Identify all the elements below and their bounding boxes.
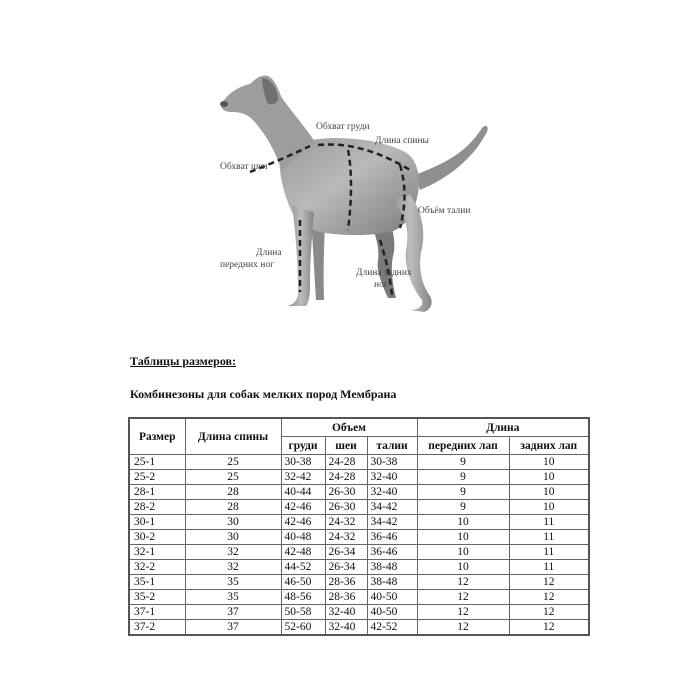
- table-row: [129, 605, 589, 620]
- front-legs-length-label-line1: Длина: [256, 248, 282, 258]
- table-title: Комбинезоны для собак мелких пород Мембрана: [130, 387, 397, 401]
- cell-size: 32-1: [129, 545, 185, 560]
- back-length-label: Длина спины: [375, 136, 429, 146]
- waist-girth-label: Объём талии: [418, 206, 471, 216]
- cell-back-length: 25: [185, 470, 281, 485]
- cell-back-length: 37: [185, 620, 281, 636]
- cell-chest: 30-38: [281, 455, 325, 470]
- dog-silhouette: [210, 60, 510, 330]
- front-legs-length-label-line2: передних ног: [220, 260, 274, 270]
- cell-back-length: 37: [185, 605, 281, 620]
- cell-chest: 50-58: [281, 605, 325, 620]
- size-table: [128, 417, 590, 636]
- cell-hind-legs: 12: [509, 620, 589, 636]
- cell-front-legs: 10: [417, 530, 509, 545]
- header-waist: талии: [367, 437, 417, 455]
- cell-waist: 34-42: [367, 515, 417, 530]
- chest-girth-label: Обхват груди: [316, 122, 370, 132]
- cell-back-length: 32: [185, 560, 281, 575]
- header-neck: шеи: [325, 437, 367, 455]
- cell-back-length: 28: [185, 500, 281, 515]
- cell-waist: 32-40: [367, 485, 417, 500]
- header-front-legs: передних лап: [417, 437, 509, 455]
- cell-neck: 26-34: [325, 545, 367, 560]
- cell-size: 35-1: [129, 575, 185, 590]
- table-row: [129, 560, 589, 575]
- cell-back-length: 32: [185, 545, 281, 560]
- cell-size: 28-1: [129, 485, 185, 500]
- cell-back-length: 25: [185, 455, 281, 470]
- header-length: Длина: [417, 418, 589, 437]
- cell-size: 35-2: [129, 590, 185, 605]
- cell-hind-legs: 10: [509, 470, 589, 485]
- cell-neck: 24-28: [325, 470, 367, 485]
- cell-waist: 40-50: [367, 605, 417, 620]
- cell-chest: 42-46: [281, 515, 325, 530]
- cell-chest: 48-56: [281, 590, 325, 605]
- cell-front-legs: 10: [417, 545, 509, 560]
- cell-back-length: 28: [185, 485, 281, 500]
- dog-measurement-diagram: [210, 60, 510, 330]
- header-size: Размер: [129, 418, 185, 455]
- cell-front-legs: 12: [417, 605, 509, 620]
- cell-hind-legs: 11: [509, 545, 589, 560]
- cell-hind-legs: 10: [509, 500, 589, 515]
- header-back-length: Длина спины: [185, 418, 281, 455]
- header-volume: Объем: [281, 418, 417, 437]
- cell-neck: 26-30: [325, 500, 367, 515]
- cell-waist: 38-48: [367, 575, 417, 590]
- cell-hind-legs: 10: [509, 485, 589, 500]
- cell-chest: 44-52: [281, 560, 325, 575]
- cell-waist: 42-52: [367, 620, 417, 636]
- table-row: [129, 575, 589, 590]
- cell-front-legs: 12: [417, 590, 509, 605]
- cell-size: 28-2: [129, 500, 185, 515]
- cell-size: 37-1: [129, 605, 185, 620]
- hind-legs-length-label-line2: ног: [374, 280, 388, 290]
- cell-hind-legs: 11: [509, 530, 589, 545]
- cell-hind-legs: 12: [509, 575, 589, 590]
- cell-size: 30-2: [129, 530, 185, 545]
- cell-hind-legs: 11: [509, 560, 589, 575]
- cell-waist: 36-46: [367, 545, 417, 560]
- table-row: [129, 515, 589, 530]
- cell-size: 25-1: [129, 455, 185, 470]
- cell-back-length: 35: [185, 575, 281, 590]
- table-row: [129, 620, 589, 636]
- cell-neck: 28-36: [325, 575, 367, 590]
- cell-waist: 30-38: [367, 455, 417, 470]
- header-chest: груди: [281, 437, 325, 455]
- cell-front-legs: 9: [417, 500, 509, 515]
- cell-neck: 24-28: [325, 455, 367, 470]
- cell-size: 37-2: [129, 620, 185, 636]
- cell-front-legs: 9: [417, 485, 509, 500]
- cell-front-legs: 10: [417, 515, 509, 530]
- table-row: [129, 470, 589, 485]
- hind-legs-length-label-line1: Длина задних: [356, 268, 412, 278]
- table-row: [129, 500, 589, 515]
- cell-front-legs: 12: [417, 575, 509, 590]
- cell-chest: 40-44: [281, 485, 325, 500]
- cell-back-length: 30: [185, 530, 281, 545]
- cell-size: 30-1: [129, 515, 185, 530]
- table-row: [129, 530, 589, 545]
- cell-hind-legs: 10: [509, 455, 589, 470]
- cell-waist: 34-42: [367, 500, 417, 515]
- cell-waist: 36-46: [367, 530, 417, 545]
- cell-chest: 40-48: [281, 530, 325, 545]
- cell-front-legs: 10: [417, 560, 509, 575]
- cell-chest: 32-42: [281, 470, 325, 485]
- cell-waist: 32-40: [367, 470, 417, 485]
- table-row: [129, 455, 589, 470]
- cell-back-length: 35: [185, 590, 281, 605]
- cell-neck: 32-40: [325, 620, 367, 636]
- table-row: [129, 590, 589, 605]
- table-row: [129, 485, 589, 500]
- cell-hind-legs: 12: [509, 605, 589, 620]
- cell-chest: 42-46: [281, 500, 325, 515]
- cell-size: 32-2: [129, 560, 185, 575]
- cell-neck: 28-36: [325, 590, 367, 605]
- cell-chest: 52-60: [281, 620, 325, 636]
- size-tables-heading: Таблицы размеров:: [130, 354, 237, 368]
- cell-neck: 24-32: [325, 515, 367, 530]
- neck-girth-label: Обхват шеи: [220, 162, 268, 172]
- cell-front-legs: 9: [417, 470, 509, 485]
- cell-neck: 26-34: [325, 560, 367, 575]
- cell-neck: 24-32: [325, 530, 367, 545]
- header-hind-legs: задних лап: [509, 437, 589, 455]
- cell-neck: 26-30: [325, 485, 367, 500]
- table-row: [129, 545, 589, 560]
- cell-hind-legs: 11: [509, 515, 589, 530]
- cell-front-legs: 9: [417, 455, 509, 470]
- cell-front-legs: 12: [417, 620, 509, 636]
- cell-chest: 46-50: [281, 575, 325, 590]
- cell-size: 25-2: [129, 470, 185, 485]
- cell-hind-legs: 12: [509, 590, 589, 605]
- cell-waist: 40-50: [367, 590, 417, 605]
- cell-neck: 32-40: [325, 605, 367, 620]
- cell-chest: 42-48: [281, 545, 325, 560]
- cell-back-length: 30: [185, 515, 281, 530]
- cell-waist: 38-48: [367, 560, 417, 575]
